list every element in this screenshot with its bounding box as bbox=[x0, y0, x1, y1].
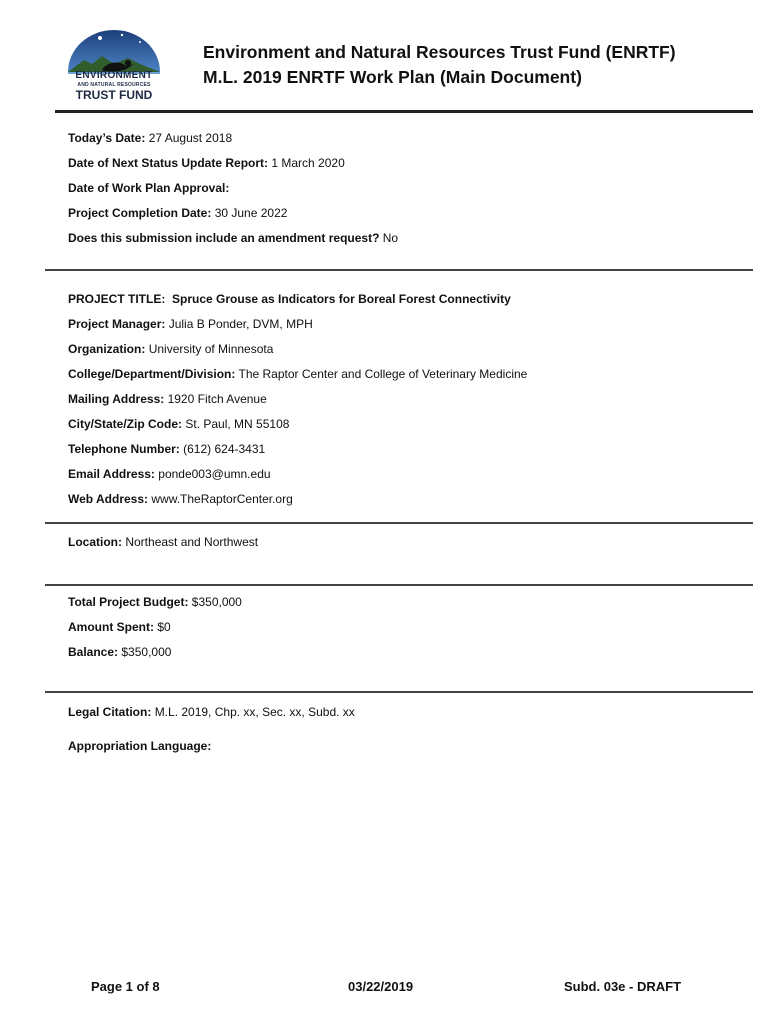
project-title-value: Spruce Grouse as Indicators for Boreal Forest Connectivity bbox=[172, 292, 511, 306]
footer-subdivision: Subd. 03e - DRAFT bbox=[564, 979, 682, 994]
email-row bbox=[68, 466, 271, 482]
college-row bbox=[68, 366, 527, 382]
college-label: College/Department/Division: bbox=[68, 367, 236, 381]
section-divider-1 bbox=[45, 269, 753, 271]
email-value: ponde003@umn.edu bbox=[158, 467, 271, 481]
logo-line-2: AND NATURAL RESOURCES bbox=[77, 82, 151, 88]
mailing-address-value: 1920 Fitch Avenue bbox=[167, 392, 267, 406]
amount-spent-value: $0 bbox=[157, 620, 171, 634]
organization-row bbox=[68, 341, 273, 357]
balance-label: Balance: bbox=[68, 645, 119, 659]
section-divider-3 bbox=[45, 584, 753, 586]
web-address-row bbox=[68, 491, 293, 507]
web-address-value: www.TheRaptorCenter.org bbox=[151, 492, 293, 506]
next-status-value: 1 March 2020 bbox=[271, 156, 345, 170]
college-value: The Raptor Center and College of Veterinary Medicine bbox=[238, 367, 528, 381]
todays-date-row bbox=[68, 130, 232, 146]
approval-date-label: Date of Work Plan Approval: bbox=[68, 181, 230, 195]
telephone-label: Telephone Number: bbox=[68, 442, 180, 456]
header-divider bbox=[55, 110, 753, 113]
location-value: Northeast and Northwest bbox=[125, 535, 259, 549]
legal-citation-value: M.L. 2019, Chp. xx, Sec. xx, Subd. xx bbox=[154, 705, 355, 719]
appropriation-row bbox=[68, 738, 211, 754]
project-manager-value: Julia B Ponder, DVM, MPH bbox=[168, 317, 313, 331]
completion-date-value: 30 June 2022 bbox=[214, 206, 288, 220]
legal-citation-label: Legal Citation: bbox=[68, 705, 152, 719]
total-budget-value: $350,000 bbox=[191, 595, 242, 609]
approval-date-row bbox=[68, 180, 229, 196]
web-address-label: Web Address: bbox=[68, 492, 149, 506]
footer-page-number: Page 1 of 8 bbox=[91, 979, 160, 994]
organization-label: Organization: bbox=[68, 342, 146, 356]
amendment-value: No bbox=[382, 231, 399, 245]
total-budget-label: Total Project Budget: bbox=[68, 595, 189, 609]
mailing-address-label: Mailing Address: bbox=[68, 392, 165, 406]
completion-date-label: Project Completion Date: bbox=[68, 206, 212, 220]
telephone-row bbox=[68, 441, 265, 457]
footer-date: 03/22/2019 bbox=[348, 979, 414, 994]
email-label: Email Address: bbox=[68, 467, 155, 481]
location-label: Location: bbox=[68, 535, 122, 549]
enrtf-logo bbox=[62, 26, 166, 104]
todays-date-value: 27 August 2018 bbox=[148, 131, 233, 145]
section-divider-2 bbox=[45, 522, 753, 524]
next-status-label: Date of Next Status Update Report: bbox=[68, 156, 269, 170]
appropriation-label: Appropriation Language: bbox=[68, 739, 212, 753]
balance-row bbox=[68, 644, 171, 660]
title-line-2: M.L. 2019 ENRTF Work Plan (Main Document) bbox=[203, 67, 582, 87]
city-row bbox=[68, 416, 289, 432]
project-title-row bbox=[68, 291, 511, 307]
amendment-row bbox=[68, 230, 398, 246]
project-manager-row bbox=[68, 316, 313, 332]
total-budget-row bbox=[68, 594, 242, 610]
city-label: City/State/Zip Code: bbox=[68, 417, 183, 431]
completion-date-row bbox=[68, 205, 287, 221]
todays-date-label: Today’s Date: bbox=[68, 131, 146, 145]
section-divider-4 bbox=[45, 691, 753, 693]
balance-value: $350,000 bbox=[121, 645, 172, 659]
amount-spent-label: Amount Spent: bbox=[68, 620, 154, 634]
mailing-address-row bbox=[68, 391, 267, 407]
amendment-label: Does this submission include an amendment request? bbox=[68, 231, 380, 245]
city-value: St. Paul, MN 55108 bbox=[185, 417, 290, 431]
next-status-row bbox=[68, 155, 345, 171]
organization-value: University of Minnesota bbox=[148, 342, 274, 356]
telephone-value: (612) 624-3431 bbox=[183, 442, 266, 456]
project-manager-label: Project Manager: bbox=[68, 317, 166, 331]
logo-line-3: TRUST FUND bbox=[75, 88, 153, 102]
loon-lake-icon bbox=[62, 26, 166, 76]
title-line-1: Environment and Natural Resources Trust Fund (ENRTF) bbox=[203, 42, 676, 62]
project-title-label: PROJECT TITLE: bbox=[68, 292, 166, 306]
location-row bbox=[68, 534, 258, 550]
legal-citation-row bbox=[68, 704, 355, 720]
amount-spent-row bbox=[68, 619, 171, 635]
logo-line-1: ENVIRONMENT bbox=[75, 70, 153, 81]
document-title bbox=[203, 40, 676, 90]
